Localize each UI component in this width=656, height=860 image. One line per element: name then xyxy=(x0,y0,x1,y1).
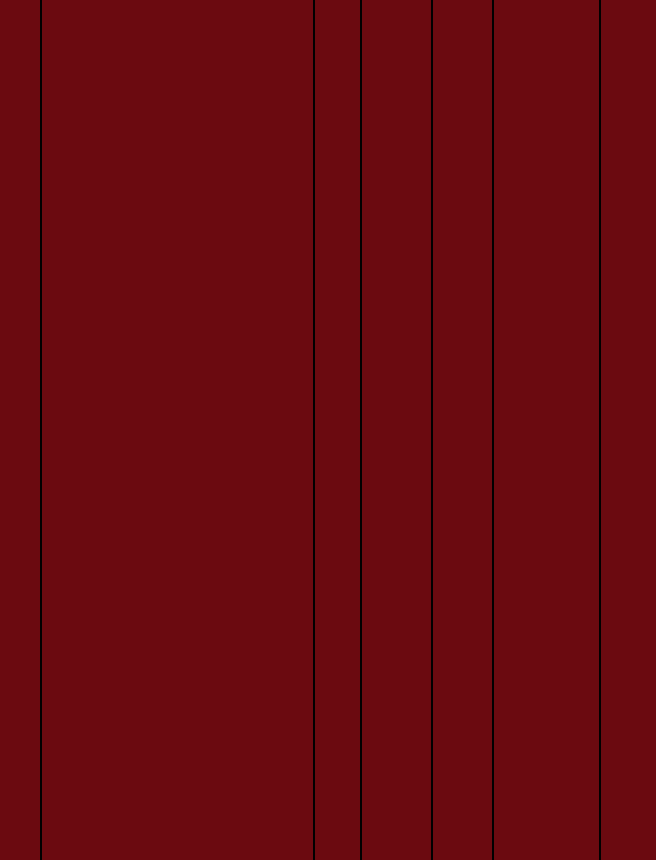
subsection-heading-row xyxy=(0,17,656,34)
column-divider xyxy=(360,0,362,860)
column-divider xyxy=(40,0,42,860)
column-divider xyxy=(431,0,433,860)
section-heading-row xyxy=(0,0,656,17)
column-divider xyxy=(313,0,315,860)
column-divider xyxy=(492,0,494,860)
column-divider xyxy=(599,0,601,860)
